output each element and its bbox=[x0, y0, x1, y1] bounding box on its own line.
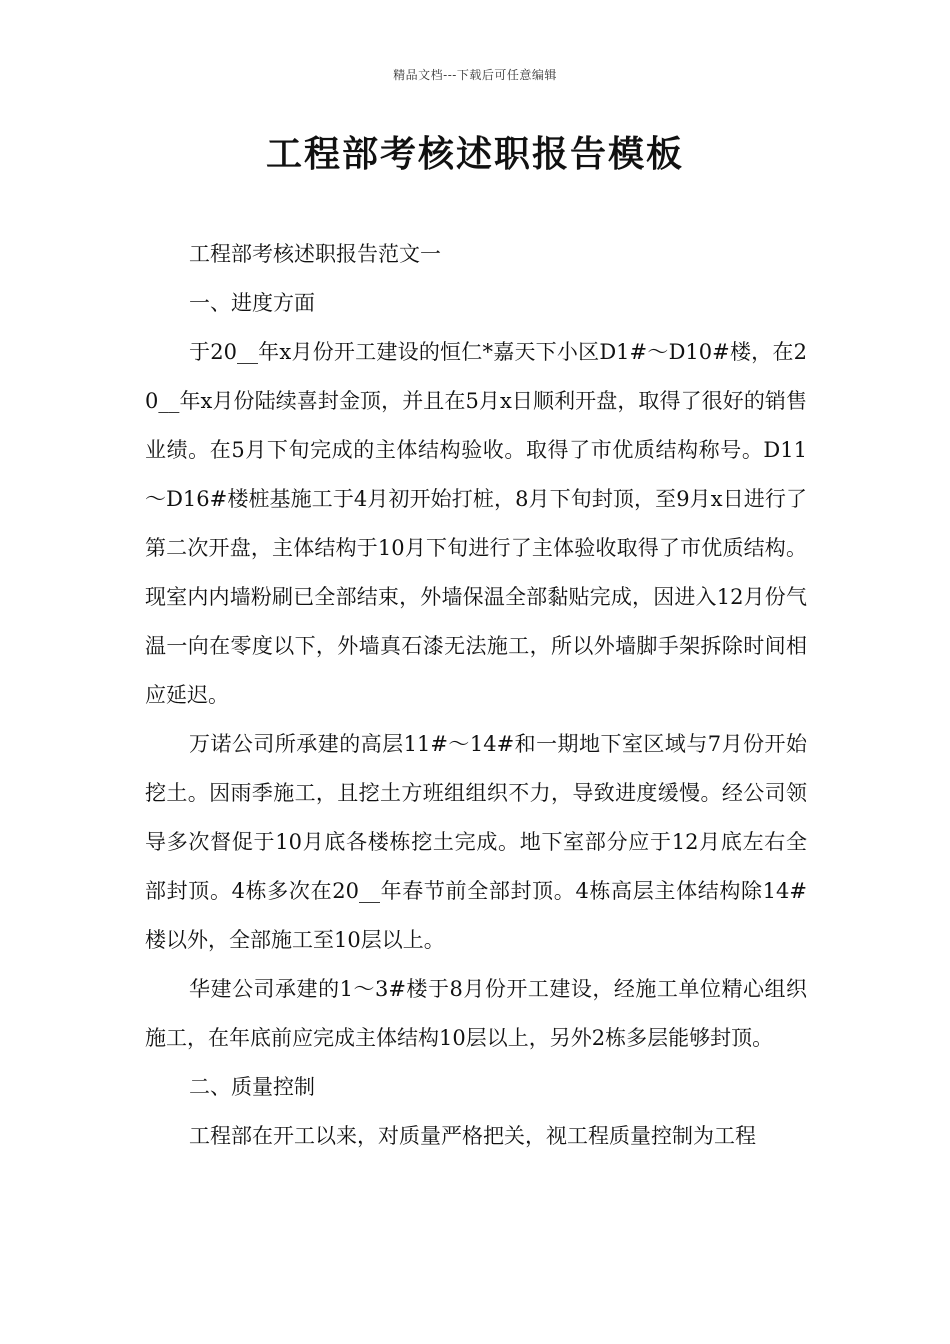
header-note: 精品文档---下载后可任意编辑 bbox=[393, 68, 557, 82]
body-paragraph: 工程部在开工以来，对质量严格把关，视工程质量控制为工程 bbox=[189, 1124, 756, 1148]
section-heading-quality: 二、质量控制 bbox=[189, 1075, 315, 1099]
document-body bbox=[145, 230, 807, 1161]
body-paragraph: 于20__年x月份开工建设的恒仁*嘉天下小区D1#～D10#楼，在20__年x月份陆续喜封金顶，并且在5月x日顺利开盘，取得了很好的销售业绩。在5月下旬完成的主体结构验收。取得了市优质结构称号。D11～D16#楼桩基施工于4月初开始打桩，8月下旬封顶，至9月x日进行了第二次开盘，主体结构于10月下旬进行了主体验收取得了市优质结构。现室内内墙粉刷已全部结束，外墙保温全部黏贴完成，因进入12月份气温一向在零度以下，外墙真石漆无法施工，所以外墙脚手架拆除时间相应延迟。 bbox=[145, 340, 807, 707]
body-paragraph: 万诺公司所承建的高层11#～14#和一期地下室区域与7月份开始挖土。因雨季施工，且挖土方班组组织不力，导致进度缓慢。经公司领导多次督促于10月底各楼栋挖土完成。地下室部分应于12月底左右全部封顶。4栋多次在20__年春节前全部封顶。4栋高层主体结构除14#楼以外，全部施工至10层以上。 bbox=[145, 732, 807, 952]
document-title: 工程部考核述职报告模板 bbox=[265, 133, 684, 175]
section-heading-progress: 一、进度方面 bbox=[189, 291, 315, 315]
subtitle-paragraph: 工程部考核述职报告范文一 bbox=[189, 242, 441, 266]
body-paragraph: 华建公司承建的1～3#楼于8月份开工建设，经施工单位精心组织施工，在年底前应完成主体结构10层以上，另外2栋多层能够封顶。 bbox=[145, 977, 807, 1050]
